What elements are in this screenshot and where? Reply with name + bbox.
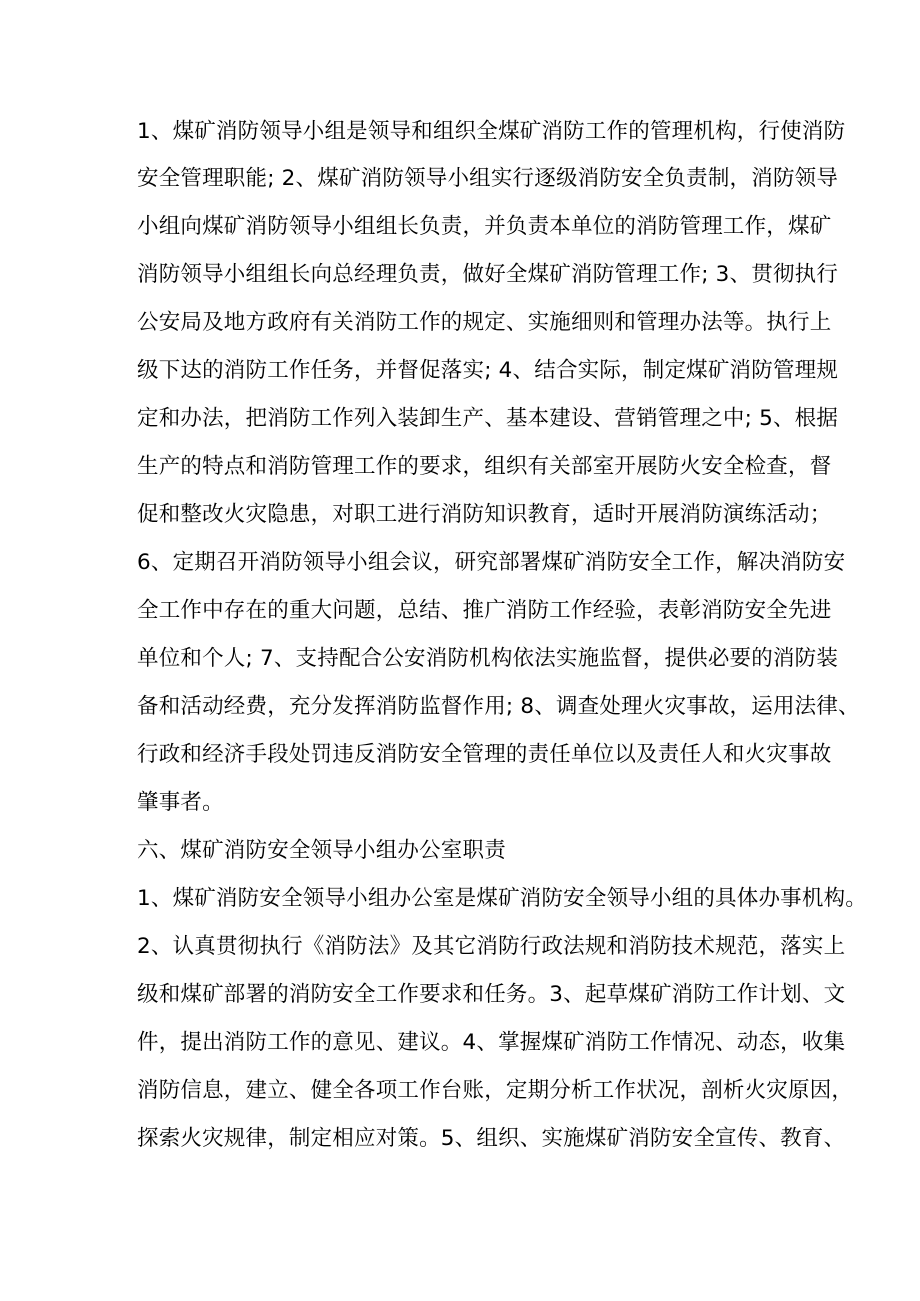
paragraph-line: 探索火灾规律，制定相应对策。5、组织、实施煤矿消防安全宣传、教育、 xyxy=(137,1126,846,1151)
paragraph-line: 6、定期召开消防领导小组会议，研究部署煤矿消防安全工作，解决消防安 xyxy=(137,550,846,575)
paragraph-line: 定和办法，把消防工作列入装卸生产、基本建设、营销管理之中; 5、根据 xyxy=(137,406,839,431)
paragraph-line: 行政和经济手段处罚违反消防安全管理的责任单位以及责任人和火灾事故 xyxy=(137,742,832,767)
paragraph-line: 单位和个人; 7、支持配合公安消防机构依法实施监督，提供必要的消防装 xyxy=(137,646,839,671)
section-heading: 六、煤矿消防安全领导小组办公室职责 xyxy=(137,838,506,863)
paragraph-line: 1、煤矿消防安全领导小组办公室是煤矿消防安全领导小组的具体办事机构。 xyxy=(137,886,867,911)
paragraph-last-line: 肇事者。 xyxy=(137,790,224,815)
paragraph-line: 消防信息，建立、健全各项工作台账，定期分析工作状况，剖析火灾原因， xyxy=(137,1078,854,1103)
paragraph-line: 安全管理职能; 2、煤矿消防领导小组实行逐级消防安全负责制，消防领导 xyxy=(137,166,839,191)
paragraph-line: 级下达的消防工作任务，并督促落实; 4、结合实际，制定煤矿消防管理规 xyxy=(137,358,839,383)
paragraph-line: 备和活动经费，充分发挥消防监督作用; 8、调查处理火灾事故，运用法律、 xyxy=(137,694,860,719)
paragraph-line: 消防领导小组组长向总经理负责，做好全煤矿消防管理工作; 3、贯彻执行 xyxy=(137,262,839,287)
paragraph-line: 小组向煤矿消防领导小组组长负责，并负责本单位的消防管理工作，煤矿 xyxy=(137,214,832,239)
paragraph-line: 全工作中存在的重大问题，总结、推广消防工作经验，表彰消防安全先进 xyxy=(137,598,832,623)
paragraph-line: 件，提出消防工作的意见、建议。4、掌握煤矿消防工作情况、动态，收集 xyxy=(137,1030,846,1055)
paragraph-line: 级和煤矿部署的消防安全工作要求和任务。3、起草煤矿消防工作计划、文 xyxy=(137,982,846,1007)
paragraph-line: 1、煤矿消防领导小组是领导和组织全煤矿消防工作的管理机构，行使消防 xyxy=(137,119,846,144)
paragraph-line: 生产的特点和消防管理工作的要求，组织有关部室开展防火安全检查，督 xyxy=(137,454,832,479)
paragraph-line: 公安局及地方政府有关消防工作的规定、实施细则和管理办法等。执行上 xyxy=(137,310,832,335)
paragraph-line: 2、认真贯彻执行《消防法》及其它消防行政法规和消防技术规范，落实上 xyxy=(137,934,846,959)
paragraph-line: 促和整改火灾隐患，对职工进行消防知识教育，适时开展消防演练活动； xyxy=(137,502,832,527)
